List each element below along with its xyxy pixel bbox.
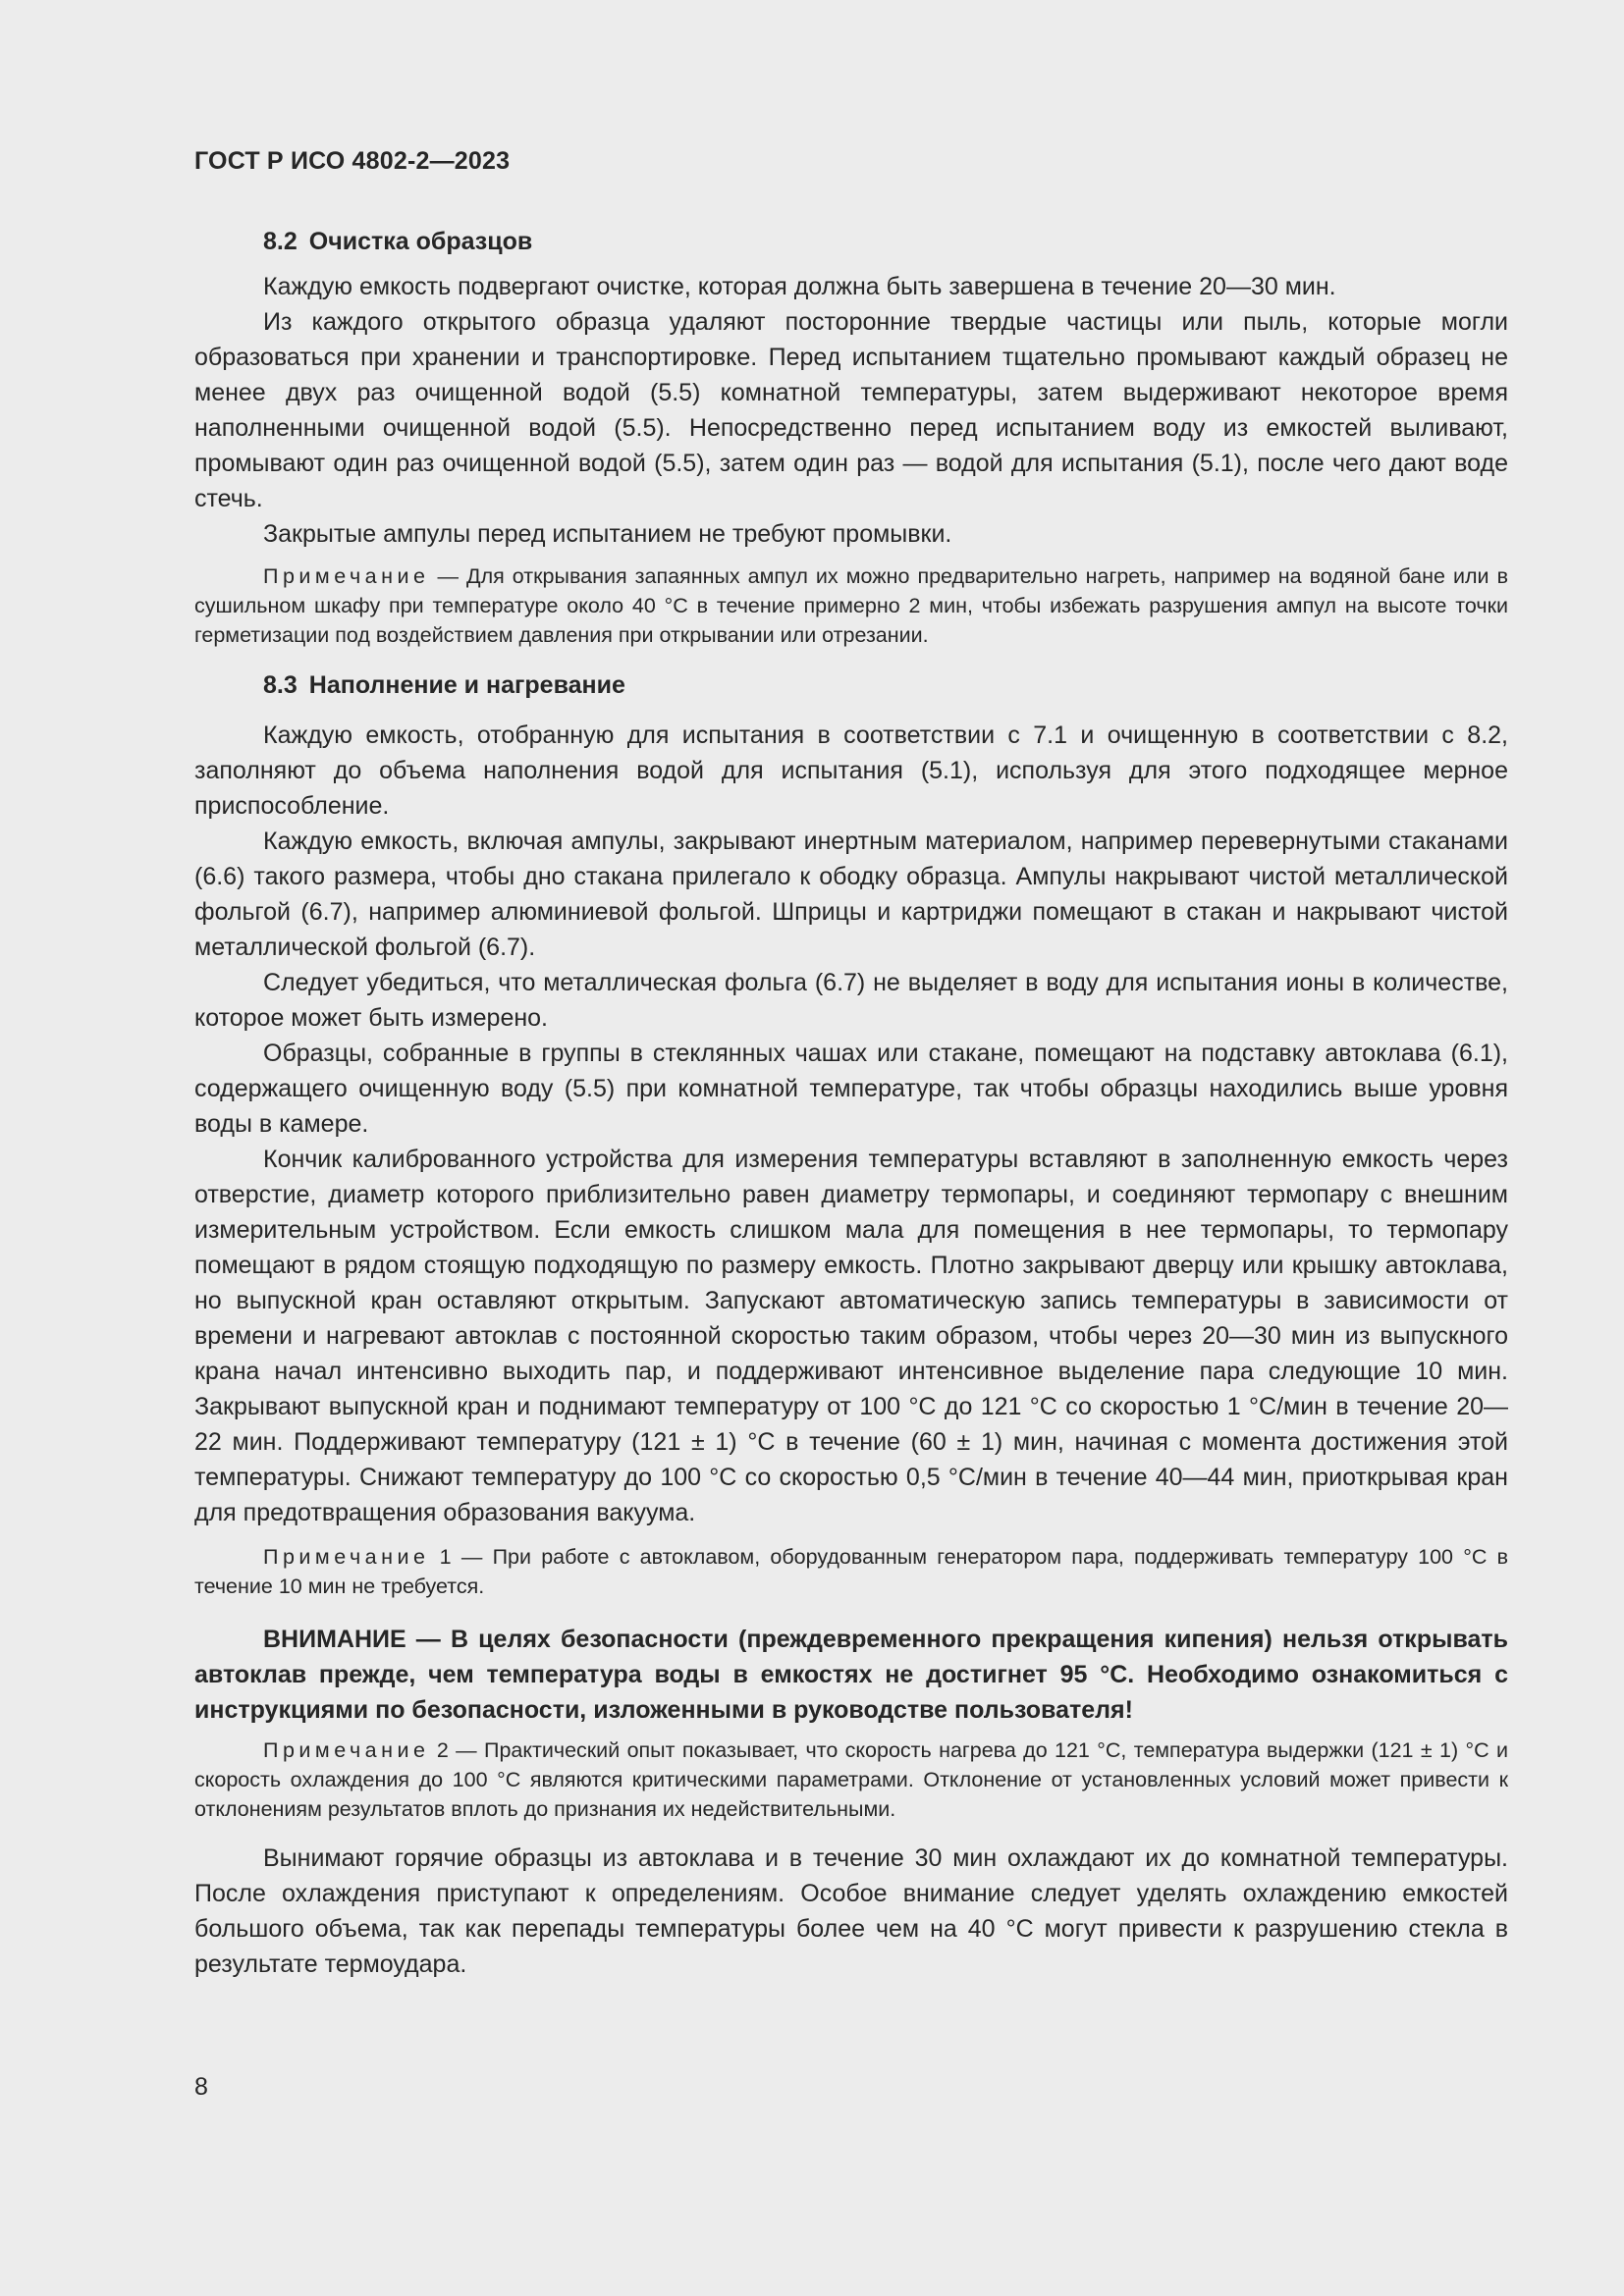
paragraph: Каждую емкость, включая ампулы, закрывают инертным материалом, например перевернутыми стаканами (6.6) такого размера, чтобы дно стакана прилегало к ободку образца. Ампулы накрывают чистой металлической фольгой (6.7), например алюминиевой фольгой. Шприцы и картриджи помещают в стакан и накрывают чистой металлической фольгой (6.7). [194, 828, 1508, 961]
note-label: Примечание [263, 1545, 430, 1569]
section-number: 8.3 [263, 671, 298, 699]
section-title: Очистка образцов [308, 228, 533, 255]
section-title: Наполнение и нагревание [308, 671, 625, 699]
note-1 [194, 1542, 1508, 1601]
note-label: Примечание [263, 1738, 430, 1762]
note-text: — Для открывания запаянных ампул их можно предварительно нагреть, например на водяной бане или в сушильном шкафу при температуре около 40 °С в течение примерно 2 мин, чтобы избежать разрушения ампул на высоте точки герметизации под воздействием давления при открывании или отрезании. [194, 564, 1508, 647]
note-text: 2 — Практический опыт показывает, что скорость нагрева до 121 °С, температура выдержки (121 ± 1) °С и скорость охлаждения до 100 °С являются критическими параметрами. Отклонение от установленных условий может привести к отклонениям результатов вплоть до признания их недействительными. [194, 1738, 1508, 1821]
note [194, 561, 1508, 650]
paragraph: Закрытые ампулы перед испытанием не требуют промывки. [263, 520, 952, 548]
note-label: Примечание [263, 564, 430, 588]
paragraph: Каждую емкость подвергают очистке, которая должна быть завершена в течение 20—30 мин. [263, 273, 1336, 300]
paragraph: Кончик калиброванного устройства для измерения температуры вставляют в заполненную емкость через отверстие, диаметр которого приблизительно равен диаметру термопары, и соединяют термопару с внешним измерительным устройством. Если емкость слишком мала для помещения в нее термопары, то термопару помещают в рядом стоящую подходящую по размеру емкость. Плотно закрывают дверцу или крышку автоклава, но выпускной кран оставляют открытым. Запускают автоматическую запись температуры в зависимости от времени и нагревают автоклав с постоянной скоростью таким образом, чтобы через 20—30 мин из выпускного крана начал интенсивно выходить пар, и поддерживают интенсивное выделение пара следующие 10 мин. Закрывают выпускной кран и поднимают температуру от 100 °С до 121 °С со скоростью 1 °С/мин в течение 20—22 мин. Поддерживают температуру (121 ± 1) °С в течение (60 ± 1) мин, начиная с момента достижения этой температуры. Снижают температуру до 100 °С со скоростью 0,5 °С/мин в течение 40—44 мин, приоткрывая кран для предотвращения образования вакуума. [194, 1146, 1508, 1526]
section-heading-8-2 [194, 224, 1508, 259]
page-number: 8 [194, 2073, 208, 2101]
paragraph: Из каждого открытого образца удаляют посторонние твердые частицы или пыль, которые могли образоваться при хранении и транспортировке. Перед испытанием тщательно промывают каждый образец не менее двух раз очищенной водой (5.5) комнатной температуры, затем выдерживают некоторое время наполненными очищенной водой (5.5). Непосредственно перед испытанием воду из емкостей выливают, промывают один раз очищенной водой (5.5), затем один раз — водой для испытания (5.1), после чего дают воде стечь. [194, 308, 1508, 512]
document-content [194, 224, 1508, 1982]
paragraph: Вынимают горячие образцы из автоклава и в течение 30 мин охлаждают их до комнатной температуры. После охлаждения приступают к определениям. Особое внимание следует уделять охлаждению емкостей большого объема, так как перепады температуры более чем на 40 °С могут привести к разрушению стекла в результате термоудара. [194, 1844, 1508, 1978]
paragraph: Следует убедиться, что металлическая фольга (6.7) не выделяет в воду для испытания ионы в количестве, которое может быть измерено. [194, 969, 1508, 1032]
section-number: 8.2 [263, 228, 298, 255]
section-heading-8-3 [194, 667, 1508, 703]
paragraph: Каждую емкость, отобранную для испытания в соответствии с 7.1 и очищенную в соответствии с 8.2, заполняют до объема наполнения водой для испытания (5.1), используя для этого подходящее мерное приспособление. [194, 721, 1508, 820]
paragraph: Образцы, собранные в группы в стеклянных чашах или стакане, помещают на подставку автоклава (6.1), содержащего очищенную воду (5.5) при комнатной температуре, так чтобы образцы находились выше уровня воды в камере. [194, 1040, 1508, 1138]
note-2 [194, 1735, 1508, 1824]
note-text: 1 — При работе с автоклавом, оборудованным генератором пара, поддерживать температуру 100 °С в течение 10 мин не требуется. [194, 1545, 1508, 1598]
document-page [194, 0, 1508, 2296]
document-header: ГОСТ Р ИСО 4802-2—2023 [194, 147, 511, 175]
warning-text: ВНИМАНИЕ — В целях безопасности (преждевременного прекращения кипения) нельзя открывать автоклав прежде, чем температура воды в емкостях не достигнет 95 °С. Необходимо ознакомиться с инструкциями по безопасности, изложенными в руководстве пользователя! [194, 1626, 1508, 1724]
